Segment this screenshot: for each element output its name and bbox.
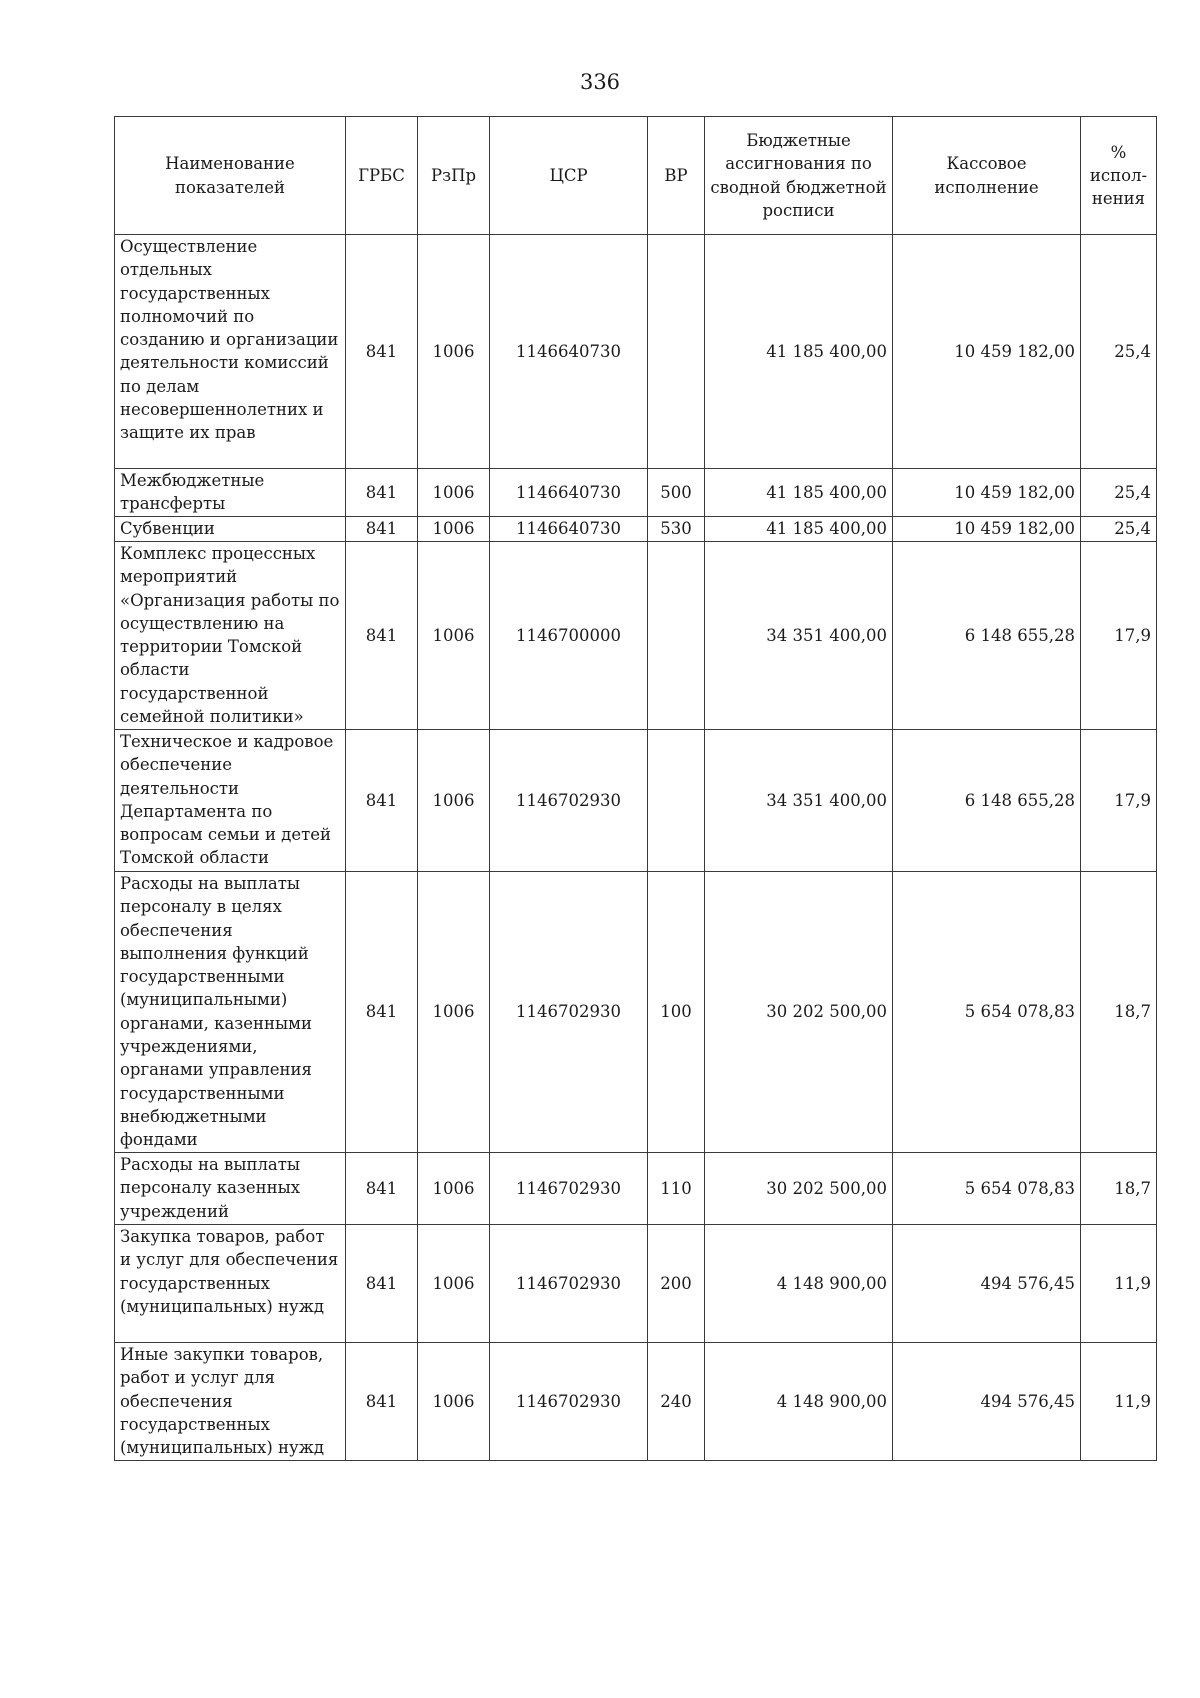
row-name: Расходы на выплаты персоналу казенных учреждений [115,1153,346,1225]
row-assignments: 34 351 400,00 [705,542,893,730]
page-number: 336 [579,70,621,94]
row-vr: 100 [648,872,705,1153]
table-row [115,235,1157,469]
row-name: Закупка товаров, работ и услуг для обеспечения государственных (муниципальных) нужд [115,1225,346,1343]
row-name: Комплекс процессных мероприятий «Организация работы по осуществлению на территории Томской области государственной семейной политики» [115,542,346,730]
row-rzpr: 1006 [418,1343,490,1461]
header-assignments: Бюджетные ассигнования по сводной бюджетной росписи [705,117,893,235]
row-percent: 18,7 [1081,872,1157,1153]
table-row [115,469,1157,517]
row-vr [648,542,705,730]
row-percent: 17,9 [1081,730,1157,872]
row-cash-execution: 6 148 655,28 [893,542,1081,730]
row-assignments: 41 185 400,00 [705,517,893,542]
row-percent: 25,4 [1081,235,1157,469]
table-row [115,872,1157,1153]
row-vr: 530 [648,517,705,542]
row-rzpr: 1006 [418,235,490,469]
row-csr: 1146700000 [490,542,648,730]
row-grbs: 841 [346,730,418,872]
row-name: Иные закупки товаров, работ и услуг для обеспечения государственных (муниципальных) нужд [115,1343,346,1461]
row-name: Расходы на выплаты персоналу в целях обеспечения выполнения функций государственными (муниципальными) органами, казенными учреждениями, органами управления государственными внебюджетными фондами [115,872,346,1153]
row-csr: 1146702930 [490,1153,648,1225]
row-assignments: 4 148 900,00 [705,1225,893,1343]
row-name: Осуществление отдельных государственных полномочий по созданию и организации деятельности комиссий по делам несовершеннолетних и защите их прав [115,235,346,469]
row-vr [648,235,705,469]
header-grbs: ГРБС [346,117,418,235]
row-csr: 1146640730 [490,517,648,542]
row-grbs: 841 [346,469,418,517]
row-percent: 25,4 [1081,517,1157,542]
row-vr: 110 [648,1153,705,1225]
table-row [115,1343,1157,1461]
row-assignments: 30 202 500,00 [705,1153,893,1225]
row-percent: 11,9 [1081,1225,1157,1343]
row-vr [648,730,705,872]
row-csr: 1146702930 [490,1343,648,1461]
row-grbs: 841 [346,517,418,542]
row-percent: 17,9 [1081,542,1157,730]
row-assignments: 41 185 400,00 [705,235,893,469]
header-rzpr: РзПр [418,117,490,235]
row-percent: 25,4 [1081,469,1157,517]
row-rzpr: 1006 [418,542,490,730]
row-vr: 240 [648,1343,705,1461]
row-grbs: 841 [346,542,418,730]
row-assignments: 30 202 500,00 [705,872,893,1153]
header-csr: ЦСР [490,117,648,235]
row-cash-execution: 5 654 078,83 [893,872,1081,1153]
header-row [115,117,1157,235]
row-grbs: 841 [346,872,418,1153]
header-name: Наименование показателей [115,117,346,235]
row-csr: 1146702930 [490,730,648,872]
row-csr: 1146702930 [490,872,648,1153]
row-assignments: 34 351 400,00 [705,730,893,872]
row-rzpr: 1006 [418,469,490,517]
row-cash-execution: 494 576,45 [893,1225,1081,1343]
table-row [115,1153,1157,1225]
row-cash-execution: 10 459 182,00 [893,469,1081,517]
row-rzpr: 1006 [418,517,490,542]
row-grbs: 841 [346,235,418,469]
row-percent: 18,7 [1081,1153,1157,1225]
row-rzpr: 1006 [418,730,490,872]
row-rzpr: 1006 [418,1225,490,1343]
row-grbs: 841 [346,1225,418,1343]
row-assignments: 41 185 400,00 [705,469,893,517]
row-csr: 1146640730 [490,235,648,469]
row-cash-execution: 494 576,45 [893,1343,1081,1461]
row-grbs: 841 [346,1153,418,1225]
row-grbs: 841 [346,1343,418,1461]
row-csr: 1146702930 [490,1225,648,1343]
table-row [115,730,1157,872]
header-vr: ВР [648,117,705,235]
header-percent: % испол-нения [1081,117,1157,235]
table-row [115,1225,1157,1343]
row-name: Субвенции [115,517,346,542]
row-vr: 500 [648,469,705,517]
row-assignments: 4 148 900,00 [705,1343,893,1461]
header-cash-execution: Кассовое исполнение [893,117,1081,235]
row-name: Техническое и кадровое обеспечение деятельности Департамента по вопросам семьи и детей Томской области [115,730,346,872]
row-cash-execution: 6 148 655,28 [893,730,1081,872]
row-csr: 1146640730 [490,469,648,517]
row-percent: 11,9 [1081,1343,1157,1461]
table-row [115,517,1157,542]
budget-table [114,116,1157,1461]
row-cash-execution: 10 459 182,00 [893,517,1081,542]
row-rzpr: 1006 [418,872,490,1153]
row-cash-execution: 5 654 078,83 [893,1153,1081,1225]
row-cash-execution: 10 459 182,00 [893,235,1081,469]
table-row [115,542,1157,730]
row-name: Межбюджетные трансферты [115,469,346,517]
row-rzpr: 1006 [418,1153,490,1225]
row-vr: 200 [648,1225,705,1343]
